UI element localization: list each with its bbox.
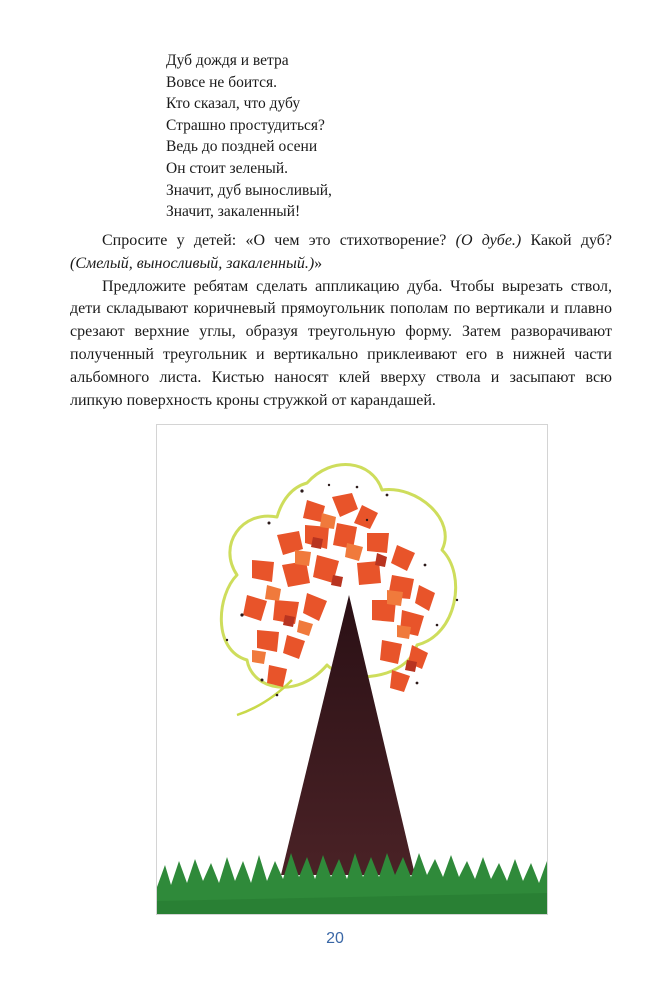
paragraph-text: Спросите у детей: «О чем это стихотворение?	[102, 232, 456, 249]
oak-applique-illustration	[157, 425, 547, 914]
poem-line: Значит, дуб выносливый,	[166, 181, 332, 199]
poem-line: Страшно простудиться?	[166, 116, 325, 134]
paragraph-question	[70, 230, 612, 276]
answer-italic: (Смелый, выносливый, закаленный.)	[70, 254, 315, 272]
answer-italic: (О дубе.)	[455, 232, 522, 249]
body-text	[70, 230, 612, 412]
paragraph-text: Какой дуб?	[521, 232, 613, 249]
poem-line: Значит, закаленный!	[166, 203, 301, 221]
poem-line: Дуб дождя и ветра	[166, 52, 289, 69]
poem	[166, 50, 332, 223]
poem-line: Кто сказал, что дубу	[166, 95, 301, 113]
tree-trunk	[281, 595, 415, 875]
oak-applique-photo	[156, 424, 548, 915]
poem-line: Ведь до поздней осени	[166, 138, 318, 156]
poem-line: Он стоит зеленый.	[166, 159, 289, 177]
crown-outline	[237, 680, 292, 715]
poem-line: Вовсе не боится.	[166, 73, 277, 91]
page-number: 20	[326, 930, 344, 947]
paragraph-instructions: Предложите ребятам сделать аппликацию дуба. Чтобы вырезать ствол, дети складывают коричневый прямоугольник пополам по вертикали и плавно срезают верхние углы, образуя треугольную форму. Затем разворачивают полученный треугольник и вертикально приклеивают его в нижней части альбомного листа. Кистью наносят клей вверху ствола и засыпают всю липкую поверхность кроны стружкой от карандашей.	[70, 277, 612, 409]
paragraph-text: »	[314, 254, 323, 272]
